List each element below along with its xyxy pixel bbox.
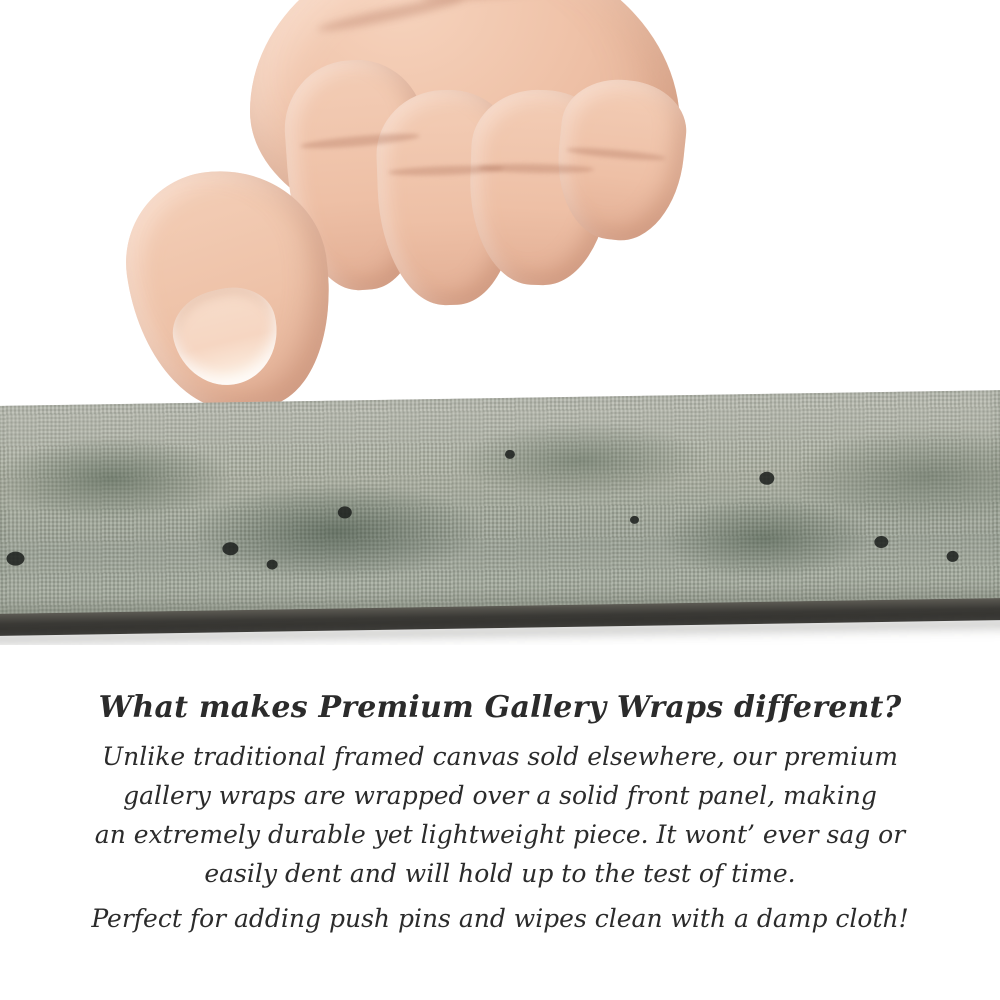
canvas-speck (222, 542, 238, 555)
caption-line-3: an extremely durable yet lightweight piece. It wont’ ever sag or (94, 820, 906, 849)
caption-line-2: gallery wraps are wrapped over a solid front panel, making (123, 781, 877, 810)
canvas-wrap-edge (0, 390, 1000, 645)
canvas-speck (338, 506, 352, 518)
caption-heading: What makes Premium Gallery Wraps different? (98, 690, 902, 725)
caption-closing-line: Perfect for adding push pins and wipes clean with a damp cloth! (91, 904, 909, 933)
canvas-speck (505, 450, 515, 459)
canvas-speck (630, 516, 639, 524)
caption-line-4: easily dent and will hold up to the test of time. (204, 859, 796, 888)
canvas-speck (947, 551, 959, 562)
caption-line-1: Unlike traditional framed canvas sold elsewhere, our premium (102, 742, 898, 771)
hand-illustration (120, 0, 680, 440)
canvas-printed-face (0, 390, 1000, 618)
canvas-speck (874, 536, 888, 548)
canvas-speck (759, 472, 774, 485)
thumbnail (164, 278, 288, 396)
canvas-speck (267, 559, 278, 569)
caption-block (0, 690, 1000, 938)
canvas-speck (6, 551, 24, 565)
